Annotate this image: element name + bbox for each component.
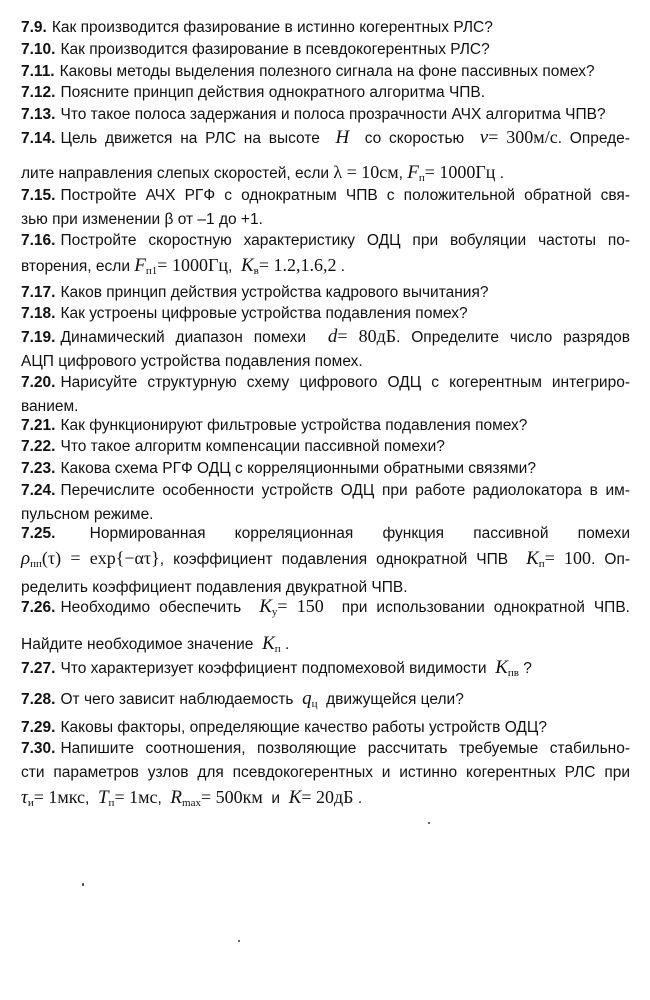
question-text: Необходимо обеспечить xyxy=(60,599,242,616)
question-number: 7.23. xyxy=(21,460,56,477)
question-7-14 xyxy=(21,125,630,190)
question-text: , xyxy=(228,258,233,275)
question-text: , xyxy=(398,165,403,182)
question-number: 7.27. xyxy=(21,660,56,677)
question-text: , xyxy=(157,790,162,807)
question-7-23 xyxy=(21,457,630,481)
formula-value: λ = 10см xyxy=(333,162,399,182)
question-7-30 xyxy=(21,737,630,815)
scan-speck xyxy=(82,883,84,886)
scan-speck xyxy=(238,940,240,942)
question-text: со скоростью xyxy=(364,130,465,147)
question-text: . xyxy=(284,636,290,653)
formula-variable: K xyxy=(495,657,508,678)
question-text: Напишите соотношения, позволяющие рассчитать требуемые стабильно- xyxy=(60,740,630,757)
question-number: 7.22. xyxy=(21,438,56,455)
question-number: 7.21. xyxy=(21,417,56,434)
question-number: 7.26. xyxy=(21,599,56,616)
question-number: 7.30. xyxy=(21,740,56,757)
question-text: . xyxy=(357,790,363,807)
formula-subscript: max xyxy=(182,797,201,809)
question-number: 7.19. xyxy=(21,329,56,346)
question-text: Как производится фазирование в псевдокогерентных РЛС? xyxy=(60,41,490,58)
question-text: . Оп- xyxy=(591,551,630,568)
question-7-13 xyxy=(21,103,630,127)
formula-subscript: пп xyxy=(30,558,42,570)
question-text: Каковы факторы, определяющие качество работы устройств ОДЦ? xyxy=(60,719,547,736)
question-number: 7.17. xyxy=(21,284,56,301)
question-line: ределить коэффициент подавления двукратной ЧПВ. xyxy=(21,579,408,596)
question-text: и xyxy=(271,790,281,807)
formula-variable: ρ xyxy=(21,548,31,569)
question-text: лите направления слепых скоростей, если xyxy=(21,165,330,182)
question-line xyxy=(21,125,630,151)
question-7-16 xyxy=(21,229,630,283)
formula-subscript: в xyxy=(253,265,259,277)
question-text: Цель движется на РЛС на высоте xyxy=(60,130,320,147)
formula-value: = 150 xyxy=(277,596,324,616)
formula-variable: K xyxy=(526,548,539,569)
question-text: Какова схема РГФ ОДЦ с корреляционными обратными связями? xyxy=(60,460,536,477)
question-number: 7.15. xyxy=(21,187,56,204)
formula-value: = 1мс xyxy=(114,787,158,807)
question-7-20 xyxy=(21,371,630,419)
formula-variable: F xyxy=(407,162,419,183)
question-text: . Опреде- xyxy=(557,130,630,147)
formula-value: (τ) = exp{−ατ} xyxy=(41,548,160,568)
question-7-25 xyxy=(21,522,630,600)
question-text: Как производится фазирование в истинно когерентных РЛС? xyxy=(51,19,493,36)
formula-variable: F xyxy=(134,255,146,276)
question-7-9 xyxy=(21,16,630,40)
question-text: Что характеризует коэффициент подпомеховой видимости xyxy=(60,660,487,677)
question-7-10 xyxy=(21,38,630,62)
formula-variable: K xyxy=(262,633,275,654)
question-text: Найдите необходимое значение xyxy=(21,636,254,653)
question-line xyxy=(21,785,630,815)
formula-value: = 20дБ xyxy=(301,787,354,807)
question-line xyxy=(21,253,630,283)
formula-variable: K xyxy=(259,596,272,617)
formula-subscript: п xyxy=(418,172,425,184)
question-text: пассивной xyxy=(473,525,549,542)
question-7-22 xyxy=(21,435,630,459)
formula-subscript: у xyxy=(271,606,278,618)
formula-variable: R xyxy=(170,787,183,808)
question-text: движущейся цели? xyxy=(326,691,464,708)
question-number: 7.25. xyxy=(21,525,56,542)
question-text: , xyxy=(85,790,90,807)
question-7-12 xyxy=(21,81,630,105)
question-text: функция xyxy=(382,525,445,542)
question-line: АЦП цифрового устройства подавления помех. xyxy=(21,353,363,370)
question-text: вторения, если xyxy=(21,258,130,275)
formula-subscript: и xyxy=(27,797,34,809)
formula-variable: d xyxy=(327,326,338,347)
question-text: корреляционная xyxy=(234,525,354,542)
question-line xyxy=(21,522,630,546)
question-line xyxy=(21,229,630,253)
formula-variable: q xyxy=(302,688,312,709)
question-line xyxy=(21,324,630,350)
question-number: 7.14. xyxy=(21,130,56,147)
question-number: 7.12. xyxy=(21,84,56,101)
question-7-18 xyxy=(21,302,630,326)
question-number: 7.16. xyxy=(21,232,56,249)
question-text: при использовании однократной ЧПВ. xyxy=(341,599,630,616)
question-number: 7.20. xyxy=(21,374,56,391)
question-text: Как функционируют фильтровые устройства подавления помех? xyxy=(60,417,528,434)
question-text: Как устроены цифровые устройства подавления помех? xyxy=(60,305,468,322)
question-text: помехи xyxy=(577,525,631,542)
question-line: сти параметров узлов для псевдокогерентных и истинно когерентных РЛС при xyxy=(21,764,630,781)
formula-variable: v xyxy=(479,127,489,148)
question-text: Каковы методы выделения полезного сигнала на фоне пассивных помех? xyxy=(59,63,595,80)
formula-subscript: п1 xyxy=(145,265,158,277)
question-7-24 xyxy=(21,479,630,527)
formula-subscript: пв xyxy=(507,667,519,679)
question-text: Нарисуйте структурную схему цифрового ОДЦ с когерентным интегриро- xyxy=(60,374,630,391)
scan-speck xyxy=(428,822,430,824)
question-text: . xyxy=(499,165,505,182)
formula-value: = 300м/с xyxy=(488,127,558,147)
formula-value: = 1000Гц xyxy=(157,255,228,275)
question-line: зью при изменении β от –1 до +1. xyxy=(21,211,263,228)
question-text: Что такое полоса задержания и полоса прозрачности АЧХ алгоритма ЧПВ? xyxy=(60,106,606,123)
formula-value: = 80дБ xyxy=(337,326,397,346)
question-7-26 xyxy=(21,594,630,661)
formula-value: = 1000Гц xyxy=(424,162,496,182)
question-line: ванием. xyxy=(21,398,79,415)
formula-variable: H xyxy=(335,127,350,148)
question-7-15 xyxy=(21,184,630,232)
formula-variable: K xyxy=(288,787,302,808)
question-7-27 xyxy=(21,656,630,685)
question-line xyxy=(21,737,630,761)
question-text: Динамический диапазон помехи xyxy=(60,329,307,346)
formula-variable: K xyxy=(240,255,254,276)
question-text: От чего зависит наблюдаемость xyxy=(60,691,294,708)
question-text: Постройте АЧХ РГФ с однократным ЧПВ с положительной обратной свя- xyxy=(60,187,630,204)
question-line xyxy=(21,371,630,395)
question-text: Каков принцип действия устройства кадрового вычитания? xyxy=(60,284,489,301)
formula-variable: τ xyxy=(21,787,28,808)
question-text: Нормированная xyxy=(89,525,206,542)
question-text: . xyxy=(340,258,346,275)
question-number: 7.11. xyxy=(21,63,55,80)
question-number: 7.18. xyxy=(21,305,56,322)
formula-subscript: п xyxy=(108,797,115,809)
question-text: , коэффициент подавления однократной ЧПВ xyxy=(159,551,509,568)
formula-subscript: п xyxy=(538,558,545,570)
formula-value: = 100 xyxy=(544,548,592,568)
question-text: ? xyxy=(523,660,532,677)
question-line xyxy=(21,546,630,576)
question-number: 7.10. xyxy=(21,41,56,58)
question-line xyxy=(21,184,630,208)
formula-value: = 1мкс xyxy=(33,787,86,807)
question-line xyxy=(21,479,630,503)
formula-value: = 500км xyxy=(200,787,263,807)
question-number: 7.29. xyxy=(21,719,56,736)
formula-subscript: ц xyxy=(311,698,318,710)
question-text: Постройте скоростную характеристику ОДЦ при вобуляции частоты по- xyxy=(60,232,630,249)
formula-value: = 1.2,1.6,2 xyxy=(258,255,337,275)
question-text: Поясните принцип действия однократного алгоритма ЧПВ. xyxy=(60,84,486,101)
formula-subscript: п xyxy=(274,643,281,655)
question-number: 7.24. xyxy=(21,482,56,499)
question-text: . Определите число разрядов xyxy=(396,329,630,346)
question-number: 7.9. xyxy=(21,19,47,36)
question-7-28 xyxy=(21,687,630,716)
question-text: Что такое алгоритм компенсации пассивной помехи? xyxy=(60,438,445,455)
question-line: пульсном режиме. xyxy=(21,506,154,523)
question-number: 7.13. xyxy=(21,106,56,123)
question-text: Перечислите особенности устройств ОДЦ при работе радиолокатора в им- xyxy=(60,482,630,499)
question-7-19 xyxy=(21,324,630,374)
question-line xyxy=(21,594,630,624)
formula-variable: T xyxy=(97,787,109,808)
question-number: 7.28. xyxy=(21,691,56,708)
